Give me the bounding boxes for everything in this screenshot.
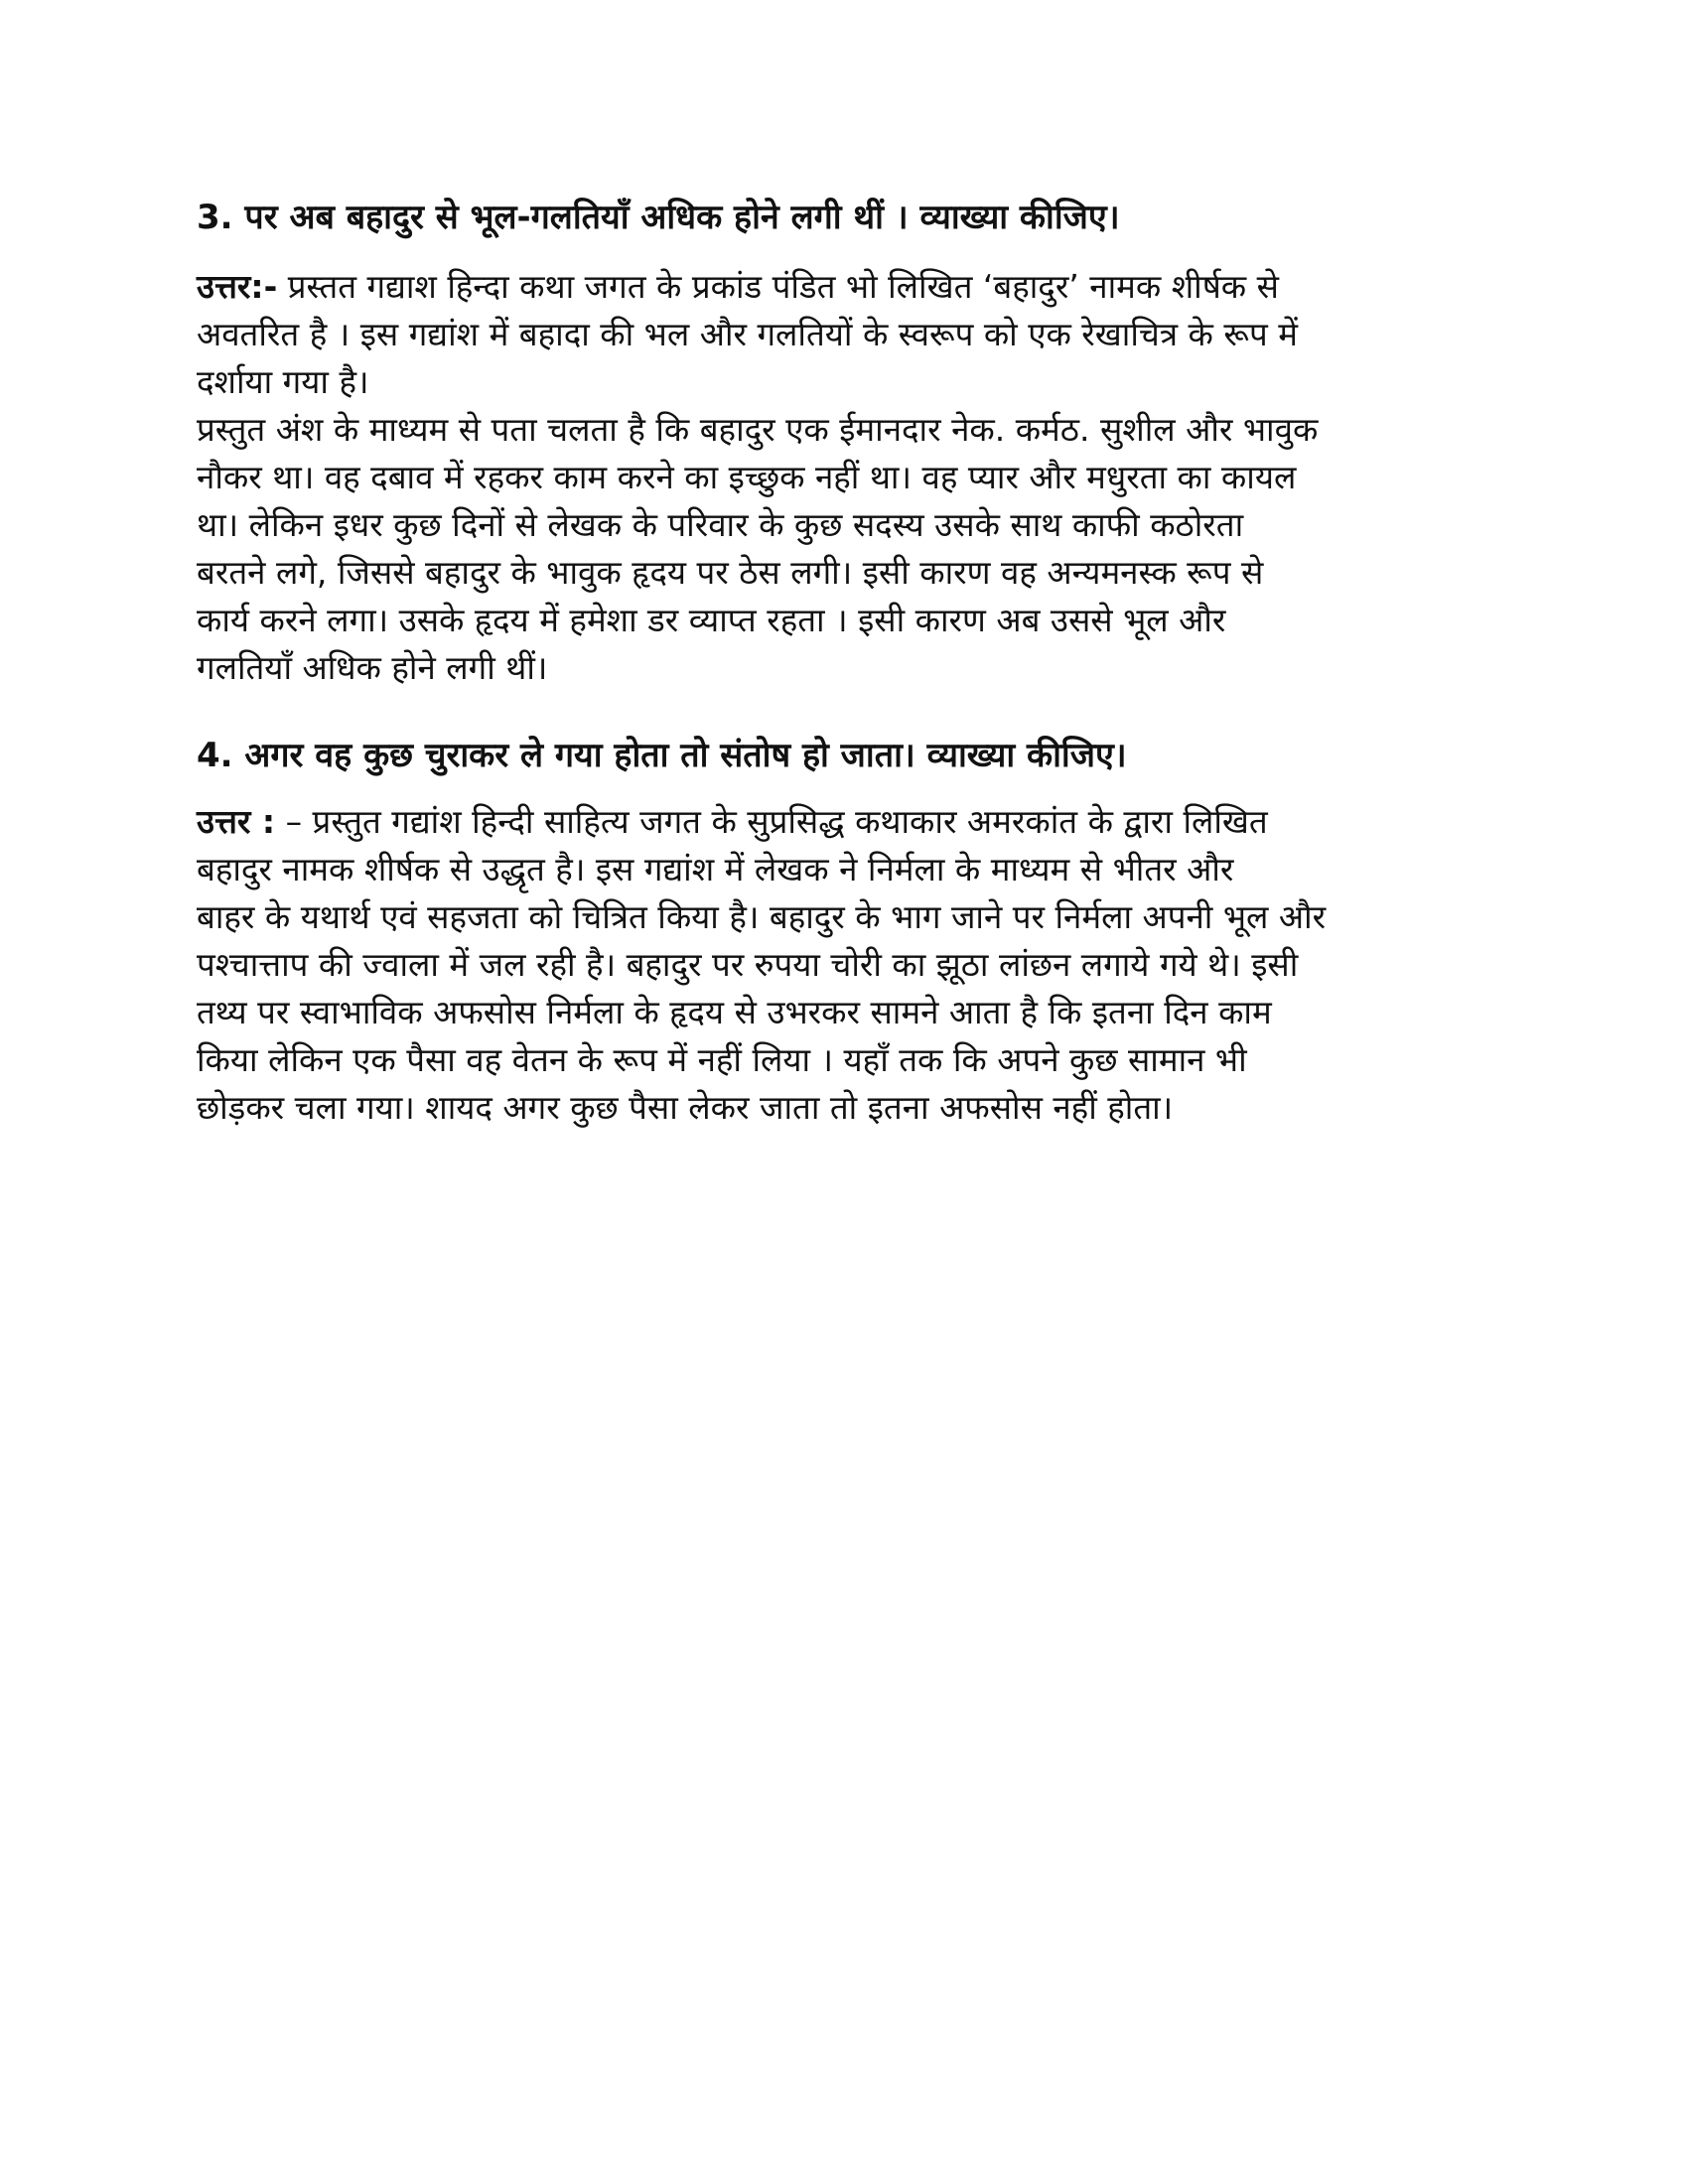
- answer-text: – प्रस्तुत गद्यांश हिन्दी साहित्य जगत के सुप्रसिद्ध कथाकार अमरकांत के द्वारा लिखित: [275, 802, 1268, 841]
- answer-line: बरतने लगे, जिससे बहादुर के भावुक हृदय पर ठेस लगी। इसी कारण वह अन्यमनस्क रूप से: [197, 553, 1264, 592]
- answer-text: प्रस्तत गद्याश हिन्दा कथा जगत के प्रकांड पंडित भो लिखित ‘बहादुर’ नामक शीर्षक से: [277, 267, 1279, 306]
- answer-line: प्रस्तुत अंश के माध्यम से पता चलता है कि बहादुर एक ईमानदार नेक. कर्मठ. सुशील और भावुक: [197, 410, 1319, 449]
- question-4-heading: 4. अगर वह कुछ चुराकर ले गया होता तो संतोष हो जाता। व्याख्या कीजिए।: [197, 736, 1127, 775]
- answer-line: बाहर के यथार्थ एवं सहजता को चित्रित किया है। बहादुर के भाग जाने पर निर्मला अपनी भूल और: [197, 897, 1327, 936]
- answer-line: बहादुर नामक शीर्षक से उद्धृत है। इस गद्यांश में लेखक ने निर्मला के माध्यम से भीतर और: [197, 850, 1234, 888]
- answer-line: गलतियाँ अधिक होने लगी थीं।: [197, 648, 548, 687]
- answer-line: [197, 263, 1279, 311]
- answer-line: अवतरित है । इस गद्यांश में बहादा की भल और गलतियों के स्वरूप को एक रेखाचित्र के रूप में: [197, 315, 1298, 353]
- answer-line: [197, 798, 1268, 846]
- answer-label: उत्तर :: [197, 802, 276, 841]
- answer-line: छोड़कर चला गया। शायद अगर कुछ पैसा लेकर जाता तो इतना अफसोस नहीं होता।: [197, 1088, 1174, 1127]
- answer-line: था। लेकिन इधर कुछ दिनों से लेखक के परिवार के कुछ सदस्य उसके साथ काफी कठोरता: [197, 505, 1244, 544]
- answer-line: किया लेकिन एक पैसा वह वेतन के रूप में नहीं लिया । यहाँ तक कि अपने कुछ सामान भी: [197, 1040, 1247, 1079]
- answer-label: उत्तर:-: [197, 267, 278, 306]
- answer-line: कार्य करने लगा। उसके हृदय में हमेशा डर व्याप्त रहता । इसी कारण अब उससे भूल और: [197, 601, 1226, 639]
- answer-line: नौकर था। वह दबाव में रहकर काम करने का इच्छुक नहीं था। वह प्यार और मधुरता का कायल: [197, 458, 1297, 496]
- question-3-heading: 3. पर अब बहादुर से भूल-गलतियाँ अधिक होने लगी थीं । व्याख्या कीजिए।: [197, 198, 1120, 237]
- answer-line: दर्शाया गया है।: [197, 362, 369, 401]
- answer-line: तथ्य पर स्वाभाविक अफसोस निर्मला के हृदय से उभरकर सामने आता है कि इतना दिन काम: [197, 993, 1272, 1031]
- answer-line: पश्चात्ताप की ज्वाला में जल रही है। बहादुर पर रुपया चोरी का झूठा लांछन लगाये गये थे। इसी: [197, 945, 1299, 984]
